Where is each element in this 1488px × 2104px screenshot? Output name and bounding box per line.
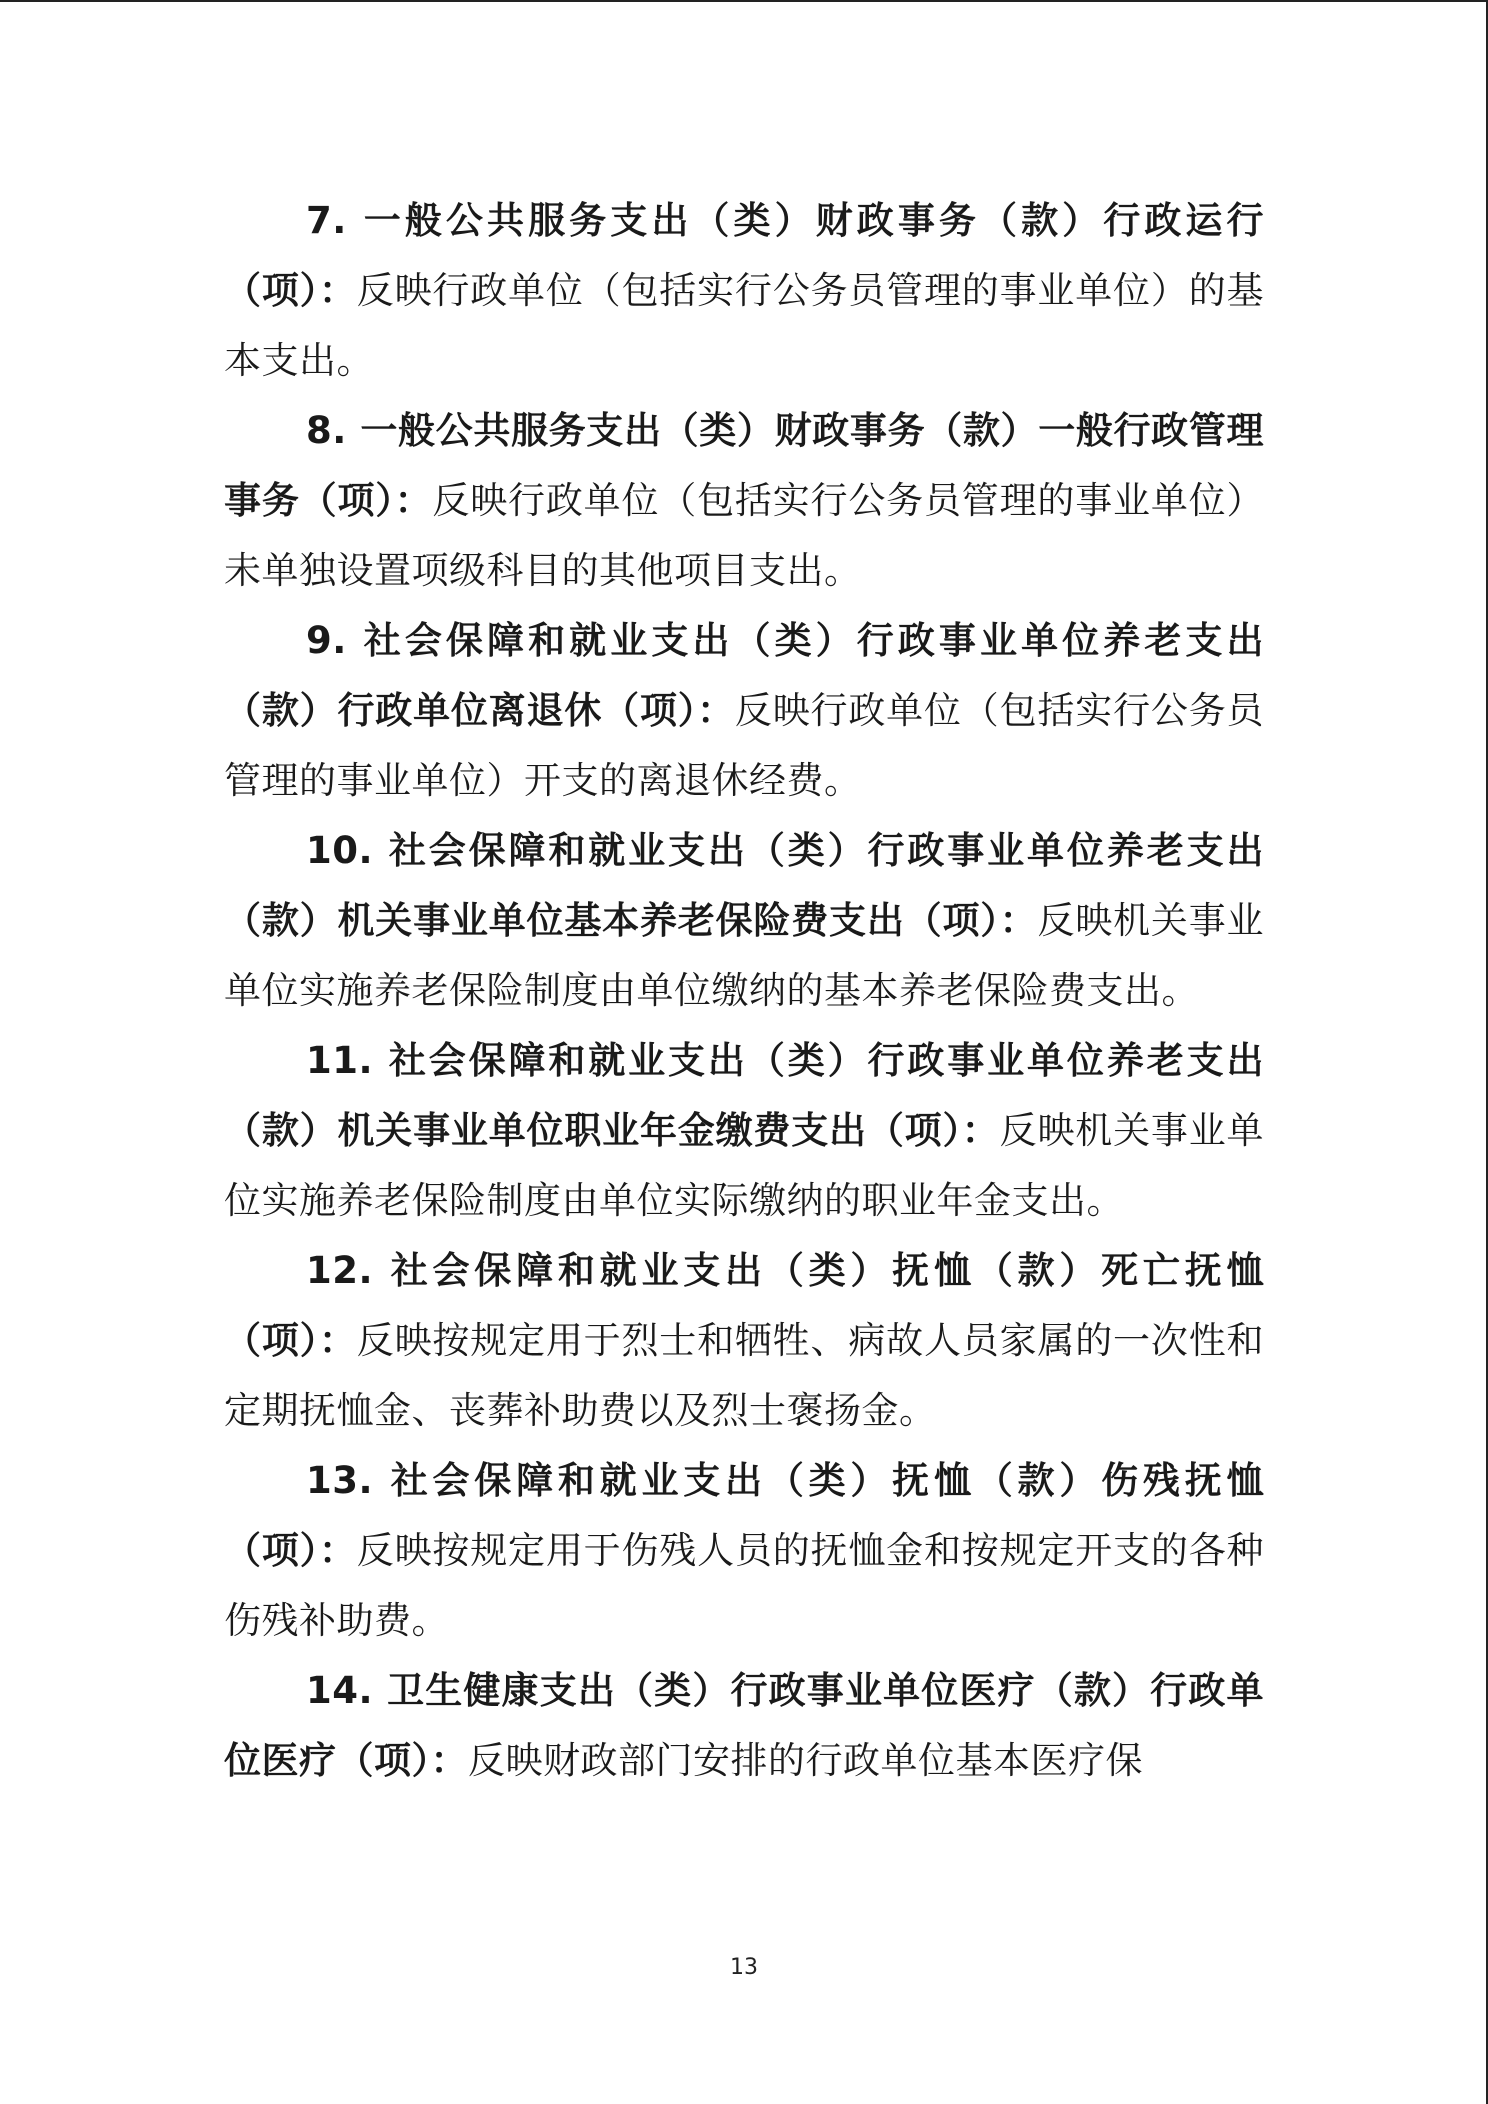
paragraph-item-9 bbox=[224, 606, 1264, 816]
paragraph-item-10 bbox=[224, 816, 1264, 1026]
item-description: 反映行政单位（包括实行公务员管理的事业单位）的基本支出。 bbox=[224, 269, 1265, 382]
item-heading: 13. 社会保障和就业支出（类）抚恤（款）伤残抚恤（项）： bbox=[224, 1459, 1264, 1572]
item-description: 反映机关事业单位实施养老保险制度由单位实际缴纳的职业年金支出。 bbox=[224, 1109, 1265, 1222]
item-description: 反映行政单位（包括实行公务员管理的事业单位）未单独设置项级科目的其他项目支出。 bbox=[224, 479, 1265, 592]
item-heading: 12. 社会保障和就业支出（类）抚恤（款）死亡抚恤（项）： bbox=[224, 1249, 1264, 1362]
item-description: 反映财政部门安排的行政单位基本医疗保 bbox=[468, 1739, 1143, 1782]
item-heading: 8. 一般公共服务支出（类）财政事务（款）一般行政管理事务（项）： bbox=[224, 409, 1264, 522]
paragraph-item-13 bbox=[224, 1446, 1264, 1656]
paragraph-item-14 bbox=[224, 1656, 1264, 1796]
paragraph-item-8 bbox=[224, 396, 1264, 606]
item-heading: 11. 社会保障和就业支出（类）行政事业单位养老支出（款）机关事业单位职业年金缴费支出（项）： bbox=[224, 1039, 1264, 1152]
paragraph-item-11 bbox=[224, 1026, 1264, 1236]
item-heading: 10. 社会保障和就业支出（类）行政事业单位养老支出（款）机关事业单位基本养老保险费支出（项）： bbox=[224, 829, 1264, 942]
item-heading: 7. 一般公共服务支出（类）财政事务（款）行政运行（项）： bbox=[224, 199, 1264, 312]
document-body bbox=[224, 186, 1264, 1796]
item-description: 反映按规定用于伤残人员的抚恤金和按规定开支的各种伤残补助费。 bbox=[224, 1529, 1265, 1642]
item-heading: 9. 社会保障和就业支出（类）行政事业单位养老支出（款）行政单位离退休（项）： bbox=[224, 619, 1264, 732]
item-description: 反映行政单位（包括实行公务员管理的事业单位）开支的离退休经费。 bbox=[224, 689, 1265, 802]
item-heading: 14. 卫生健康支出（类）行政事业单位医疗（款）行政单位医疗（项）： bbox=[224, 1669, 1264, 1782]
item-description: 反映机关事业单位实施养老保险制度由单位缴纳的基本养老保险费支出。 bbox=[224, 899, 1265, 1012]
paragraph-item-7 bbox=[224, 186, 1264, 396]
item-description: 反映按规定用于烈士和牺牲、病故人员家属的一次性和定期抚恤金、丧葬补助费以及烈士褒扬金。 bbox=[224, 1319, 1265, 1432]
paragraph-item-12 bbox=[224, 1236, 1264, 1446]
page-number: 13 bbox=[730, 1955, 758, 1980]
